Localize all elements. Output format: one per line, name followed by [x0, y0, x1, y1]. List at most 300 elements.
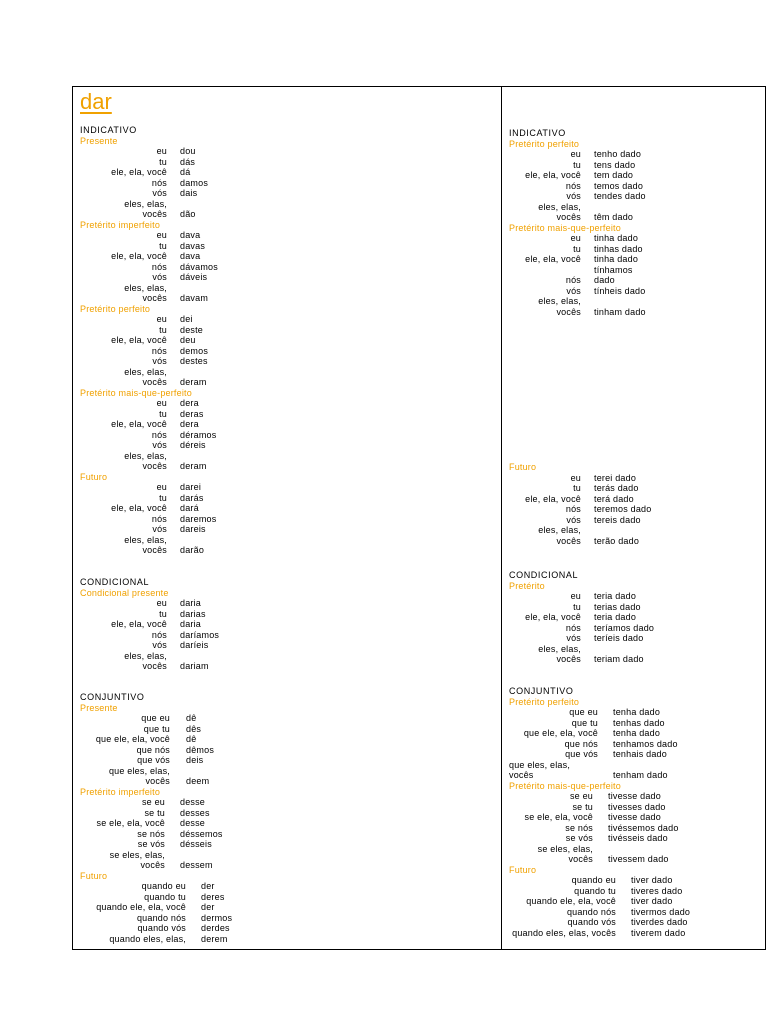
verb-form: tiverdes dado — [631, 917, 688, 927]
pronoun-label: eu — [570, 149, 581, 159]
tense-heading: Pretérito mais-que-perfeito — [509, 780, 621, 791]
conjugation-row — [80, 283, 495, 294]
conjugation-row — [80, 346, 495, 357]
pronoun-label: ele, ela, você — [111, 503, 167, 513]
conjugation-row — [509, 286, 764, 297]
verb-form: desse — [180, 797, 206, 807]
pronoun-label: tu — [159, 324, 167, 335]
conjugation-row — [509, 244, 764, 255]
verb-form: tenho dado — [594, 149, 642, 159]
tense-heading: Futuro — [80, 471, 108, 482]
pronoun-label: vocês — [142, 293, 167, 303]
mood-section — [509, 128, 764, 546]
conjugation-row — [509, 212, 764, 223]
verb-form: destes — [180, 356, 208, 366]
conjugation-row — [80, 745, 495, 756]
pronoun-label: vocês — [142, 377, 167, 387]
pronoun-label: vocês — [556, 535, 581, 546]
pronoun-label: ele, ela, você — [111, 419, 167, 429]
verb-form: tiver dado — [631, 875, 673, 885]
pronoun-label: vocês — [140, 860, 165, 870]
pronoun-label: vocês — [556, 212, 581, 222]
tense-heading: Pretérito — [509, 580, 545, 591]
pronoun-label: se eles, elas, — [109, 849, 165, 860]
pronoun-label: eles, elas, — [124, 366, 167, 377]
conjugation-row — [509, 718, 764, 729]
conjugation-row — [509, 536, 764, 547]
verb-form: desses — [180, 807, 210, 818]
pronoun-label: quando tu — [144, 891, 186, 902]
verb-form: tinhas dado — [594, 243, 643, 254]
verb-form: tenhais dado — [613, 749, 667, 759]
verb-form: dou — [180, 146, 196, 156]
conjugation-row — [80, 230, 495, 241]
pronoun-label: eles, elas, — [124, 198, 167, 209]
mood-heading: CONDICIONAL — [80, 577, 150, 587]
conjugation-row — [509, 739, 764, 750]
pronoun-label: eles, elas, — [124, 450, 167, 461]
verb-form: tivesses dado — [608, 801, 666, 812]
verb-form: tenha dado — [613, 707, 661, 717]
conjugation-row — [509, 307, 764, 318]
verb-form: dê — [186, 734, 197, 744]
verb-form: terei dado — [594, 472, 637, 483]
verb-form: dera — [180, 419, 199, 429]
conjugation-row — [509, 844, 764, 855]
pronoun-label: se vós — [137, 839, 165, 849]
pronoun-label: eles, elas, — [538, 643, 581, 654]
verb-form: deram — [180, 377, 207, 387]
verb-form: tiver dado — [631, 896, 673, 906]
conjugation-row — [80, 146, 495, 157]
pronoun-label: vocês — [509, 770, 534, 780]
verb-form: tiverem dado — [631, 927, 686, 938]
conjugation-row — [80, 545, 495, 556]
conjugation-row — [509, 591, 764, 602]
conjugation-row — [80, 314, 495, 325]
pronoun-label: ele, ela, você — [111, 335, 167, 345]
conjugation-row — [80, 776, 495, 787]
pronoun-label: se nós — [565, 822, 593, 833]
verb-form: dará — [180, 503, 199, 513]
pronoun-label: que vós — [137, 755, 170, 765]
pronoun-label: quando vós — [137, 923, 186, 933]
pronoun-label: nós — [565, 275, 581, 285]
verb-form: dareis — [180, 524, 206, 534]
mood-heading: CONJUNTIVO — [80, 692, 145, 702]
conjugation-row — [80, 755, 495, 766]
pronoun-label: quando eu — [571, 875, 616, 885]
pronoun-label: eu — [156, 230, 167, 240]
mood-heading: CONJUNTIVO — [509, 686, 574, 696]
verb-form: deste — [180, 324, 204, 335]
conjugation-row — [80, 902, 495, 913]
pronoun-label: ele, ela, você — [111, 251, 167, 261]
verb-form: dáveis — [180, 272, 208, 282]
verb-form: dessem — [180, 860, 213, 870]
verb-form: tinha dado — [594, 254, 639, 264]
conjugation-row — [509, 802, 764, 813]
verb-form: daríeis — [180, 640, 209, 650]
verb-form: darão — [180, 545, 205, 555]
conjugation-row — [509, 265, 764, 276]
pronoun-label: ele, ela, você — [525, 612, 581, 622]
verb-form: deres — [201, 891, 225, 902]
verb-form: dá — [180, 167, 191, 177]
conjugation-row — [80, 808, 495, 819]
pronoun-label: eu — [570, 233, 581, 243]
conjugation-row — [80, 451, 495, 462]
conjugation-row — [509, 525, 764, 536]
pronoun-label: tu — [573, 601, 581, 612]
verb-form: daremos — [180, 513, 217, 524]
conjugation-row — [80, 860, 495, 871]
conjugation-row — [509, 181, 764, 192]
mood-heading: INDICATIVO — [509, 128, 566, 138]
conjugation-row — [80, 241, 495, 252]
pronoun-label: que tu — [571, 717, 598, 728]
conjugation-row — [80, 514, 495, 525]
pronoun-label: vós — [152, 640, 167, 650]
conjugation-row — [509, 233, 764, 244]
conjugation-row — [509, 875, 764, 886]
verb-form: daria — [180, 619, 202, 629]
conjugation-row — [509, 791, 764, 802]
pronoun-label: vocês — [556, 306, 581, 317]
conjugation-row — [80, 619, 495, 630]
pronoun-label: nós — [151, 629, 167, 640]
pronoun-label: vocês — [568, 854, 593, 864]
pronoun-label: quando eles, elas, vocês — [512, 927, 616, 938]
pronoun-label: vocês — [142, 461, 167, 471]
verb-form: tenhamos dado — [613, 738, 678, 749]
verb-form: tinha dado — [594, 233, 639, 243]
conjugation-row — [509, 928, 764, 939]
pronoun-label: ele, ela, você — [111, 167, 167, 177]
verb-form: tínhamos — [594, 264, 633, 275]
verb-form: dei — [180, 314, 193, 324]
conjugation-row — [80, 178, 495, 189]
verb-form: tiveres dado — [631, 885, 683, 896]
mood-heading: INDICATIVO — [80, 125, 137, 135]
pronoun-label: eu — [156, 314, 167, 324]
pronoun-label: nós — [565, 180, 581, 191]
pronoun-label: ele, ela, você — [525, 493, 581, 504]
verb-form: dão — [180, 209, 196, 219]
conjugation-row — [80, 797, 495, 808]
conjugation-row — [80, 818, 495, 829]
verb-form: dais — [180, 188, 198, 198]
conjugation-row — [509, 749, 764, 760]
conjugation-row — [509, 160, 764, 171]
tense-heading: Presente — [80, 135, 118, 146]
verb-form: temos dado — [594, 180, 644, 191]
conjugation-row — [80, 535, 495, 546]
verb-form: damos — [180, 177, 209, 188]
verb-form: davas — [180, 240, 206, 251]
pronoun-label: que eles, elas, — [509, 759, 571, 770]
tense-heading: Presente — [80, 702, 118, 713]
pronoun-label: que nós — [136, 744, 170, 755]
conjugation-row — [80, 766, 495, 777]
pronoun-label: tu — [573, 159, 581, 170]
conjugation-row — [509, 296, 764, 307]
pronoun-label: que ele, ela, você — [95, 734, 170, 744]
verb-form: deem — [186, 776, 210, 786]
conjugation-row — [509, 644, 764, 655]
pronoun-label: tu — [159, 408, 167, 419]
verb-form: demos — [180, 345, 209, 356]
pronoun-label: vós — [152, 272, 167, 282]
conjugation-row — [509, 254, 764, 265]
verb-form: dêmos — [186, 744, 215, 755]
pronoun-label: que ele, ela, você — [523, 728, 598, 738]
pronoun-label: ele, ela, você — [525, 170, 581, 180]
conjugation-row — [80, 493, 495, 504]
verb-form: darás — [180, 492, 204, 503]
verb-form: teremos dado — [594, 504, 652, 514]
verb-form: teríamos dado — [594, 622, 655, 633]
pronoun-label: eles, elas, — [538, 525, 581, 535]
verb-form: tenha dado — [613, 728, 661, 738]
verb-form: dermos — [201, 912, 233, 923]
verb-form: tens dado — [594, 159, 636, 170]
pronoun-label: que nós — [564, 738, 598, 749]
verb-form: dariam — [180, 661, 209, 671]
pronoun-label: vós — [566, 514, 581, 525]
verb-form: tínheis dado — [594, 285, 646, 296]
verb-form: deras — [180, 408, 204, 419]
conjugation-row — [509, 728, 764, 739]
conjugation-row — [80, 892, 495, 903]
verb-form: dava — [180, 230, 201, 240]
verb-form: tereis dado — [594, 514, 641, 525]
verb-form: deis — [186, 755, 204, 765]
tense-heading: Futuro — [80, 870, 108, 881]
conjugation-row — [509, 854, 764, 865]
tense-heading: Futuro — [509, 864, 537, 875]
verb-form: dado — [594, 275, 615, 285]
conjugation-row — [509, 515, 764, 526]
pronoun-label: tu — [573, 483, 581, 493]
verb-form: dávamos — [180, 261, 218, 272]
verb-form: darias — [180, 608, 206, 619]
conjugation-row — [509, 633, 764, 644]
pronoun-label: nós — [151, 345, 167, 356]
tense-heading: Pretérito perfeito — [509, 696, 580, 707]
verb-form: terás dado — [594, 483, 639, 493]
pronoun-label: eu — [156, 598, 167, 608]
pronoun-label: tu — [159, 156, 167, 167]
verb-form: deram — [180, 461, 207, 471]
verb-form: derdes — [201, 923, 230, 933]
pronoun-label: eu — [156, 398, 167, 408]
conjugation-row — [80, 188, 495, 199]
pronoun-label: que eu — [141, 713, 170, 723]
tense-heading: Pretérito mais-que-perfeito — [80, 387, 192, 398]
pronoun-label: ele, ela, você — [111, 619, 167, 629]
conjugation-row — [80, 367, 495, 378]
conjugation-row — [80, 325, 495, 336]
verb-form: derem — [201, 933, 228, 944]
verb-form: dês — [186, 723, 202, 734]
conjugation-row — [80, 157, 495, 168]
verb-form: déramos — [180, 429, 217, 440]
tense-heading: Condicional presente — [80, 587, 169, 598]
verb-form: déssemos — [180, 828, 223, 839]
conjugation-row — [80, 398, 495, 409]
conjugation-row — [80, 335, 495, 346]
mood-section — [80, 577, 495, 672]
pronoun-label: eu — [156, 146, 167, 156]
verb-form: tendes dado — [594, 191, 646, 201]
conjugation-row — [509, 770, 764, 781]
conjugation-row — [80, 356, 495, 367]
pronoun-label: tu — [159, 492, 167, 503]
verb-form: teríeis dado — [594, 633, 644, 643]
conjugation-row — [80, 829, 495, 840]
verb-form: deu — [180, 335, 196, 345]
conjugation-row — [509, 473, 764, 484]
pronoun-label: eles, elas, — [124, 534, 167, 545]
conjugation-row — [80, 293, 495, 304]
verb-form: terá dado — [594, 493, 634, 504]
pronoun-label: se vós — [565, 833, 593, 843]
conjugation-row — [80, 409, 495, 420]
conjugation-row — [80, 651, 495, 662]
conjugation-row — [509, 654, 764, 665]
pronoun-label: vocês — [142, 209, 167, 219]
mood-heading: CONDICIONAL — [509, 570, 579, 580]
pronoun-label: vós — [152, 524, 167, 534]
conjugation-row — [80, 419, 495, 430]
verb-form: dás — [180, 156, 196, 167]
verb-form: dera — [180, 398, 199, 408]
pronoun-label: que eles, elas, — [108, 765, 170, 776]
conjugation-row — [80, 440, 495, 451]
pronoun-label: eles, elas, — [538, 201, 581, 212]
verb-form: teria dado — [594, 612, 637, 622]
verb-form: teria dado — [594, 591, 637, 601]
conjugation-row — [509, 896, 764, 907]
pronoun-label: vós — [152, 356, 167, 366]
pronoun-label: ele, ela, você — [525, 254, 581, 264]
pronoun-label: se tu — [572, 801, 593, 812]
verb-form: terão dado — [594, 535, 640, 546]
pronoun-label: quando vós — [567, 917, 616, 927]
verb-form: tinham dado — [594, 306, 646, 317]
conjugation-row — [80, 199, 495, 210]
pronoun-label: quando ele, ela, você — [526, 896, 616, 906]
verb-form: dava — [180, 251, 201, 261]
verb-form: der — [201, 881, 215, 891]
pronoun-label: tu — [573, 243, 581, 254]
pronoun-label: se eles, elas, — [537, 843, 593, 854]
conjugation-row — [80, 923, 495, 934]
conjugation-row — [80, 734, 495, 745]
pronoun-label: quando eu — [141, 881, 186, 891]
conjugation-row — [80, 661, 495, 672]
verb-form: tenham dado — [613, 770, 668, 780]
pronoun-label: eles, elas, — [124, 650, 167, 661]
pronoun-label: quando nós — [136, 912, 186, 923]
conjugation-row — [80, 503, 495, 514]
tense-heading: Pretérito mais-que-perfeito — [509, 222, 621, 233]
conjugation-row — [509, 149, 764, 160]
conjugation-row — [80, 482, 495, 493]
pronoun-label: vós — [566, 633, 581, 643]
conjugation-row — [509, 707, 764, 718]
column-divider — [501, 86, 502, 950]
pronoun-label: vocês — [142, 661, 167, 671]
pronoun-label: vós — [566, 191, 581, 201]
conjugation-row — [509, 612, 764, 623]
conjugation-row — [509, 202, 764, 213]
verb-form: teriam dado — [594, 654, 644, 664]
pronoun-label: eu — [156, 482, 167, 492]
pronoun-label: vocês — [145, 776, 170, 786]
pronoun-label: vós — [152, 440, 167, 450]
verb-form: daria — [180, 598, 202, 608]
verb-form: tivesse dado — [608, 812, 661, 822]
verb-form: têm dado — [594, 212, 634, 222]
pronoun-label: eu — [570, 472, 581, 483]
pronoun-label: se ele, ela, você — [96, 818, 165, 828]
verb-form: tivésseis dado — [608, 833, 668, 843]
pronoun-label: que vós — [565, 749, 598, 759]
tense-heading: Pretérito perfeito — [509, 138, 580, 149]
pronoun-label: tu — [159, 240, 167, 251]
verb-form: tem dado — [594, 170, 634, 180]
conjugation-row — [80, 934, 495, 945]
verb-form: daríamos — [180, 629, 220, 640]
conjugation-row — [509, 275, 764, 286]
mood-section — [80, 692, 495, 944]
pronoun-label: nós — [565, 622, 581, 633]
pronoun-label: eles, elas, — [124, 282, 167, 293]
pronoun-label: se ele, ela, você — [524, 812, 593, 822]
conjugation-row — [509, 170, 764, 181]
conjugation-row — [80, 630, 495, 641]
conjugation-row — [80, 913, 495, 924]
verb-form: déreis — [180, 440, 206, 450]
conjugation-row — [509, 504, 764, 515]
conjugation-row — [509, 602, 764, 613]
pronoun-label: se tu — [144, 807, 165, 818]
conjugation-row — [80, 850, 495, 861]
mood-section — [509, 570, 764, 665]
verb-form: tenhas dado — [613, 717, 665, 728]
conjugation-row — [80, 839, 495, 850]
tense-heading: Futuro — [509, 462, 537, 472]
conjugation-row — [80, 251, 495, 262]
conjugation-row — [509, 917, 764, 928]
conjugation-row — [509, 760, 764, 771]
verb-form: désseis — [180, 839, 212, 849]
conjugation-row — [80, 713, 495, 724]
pronoun-label: quando eles, elas, — [109, 933, 186, 944]
conjugation-row — [509, 623, 764, 634]
pronoun-label: eu — [570, 591, 581, 601]
conjugation-row — [80, 461, 495, 472]
mood-section — [80, 125, 495, 556]
conjugation-row — [509, 907, 764, 918]
pronoun-label: quando nós — [566, 906, 616, 917]
verb-form: darei — [180, 482, 202, 492]
conjugation-row — [509, 833, 764, 844]
verb-form: tivessem dado — [608, 854, 669, 864]
tense-heading: Pretérito perfeito — [80, 303, 151, 314]
